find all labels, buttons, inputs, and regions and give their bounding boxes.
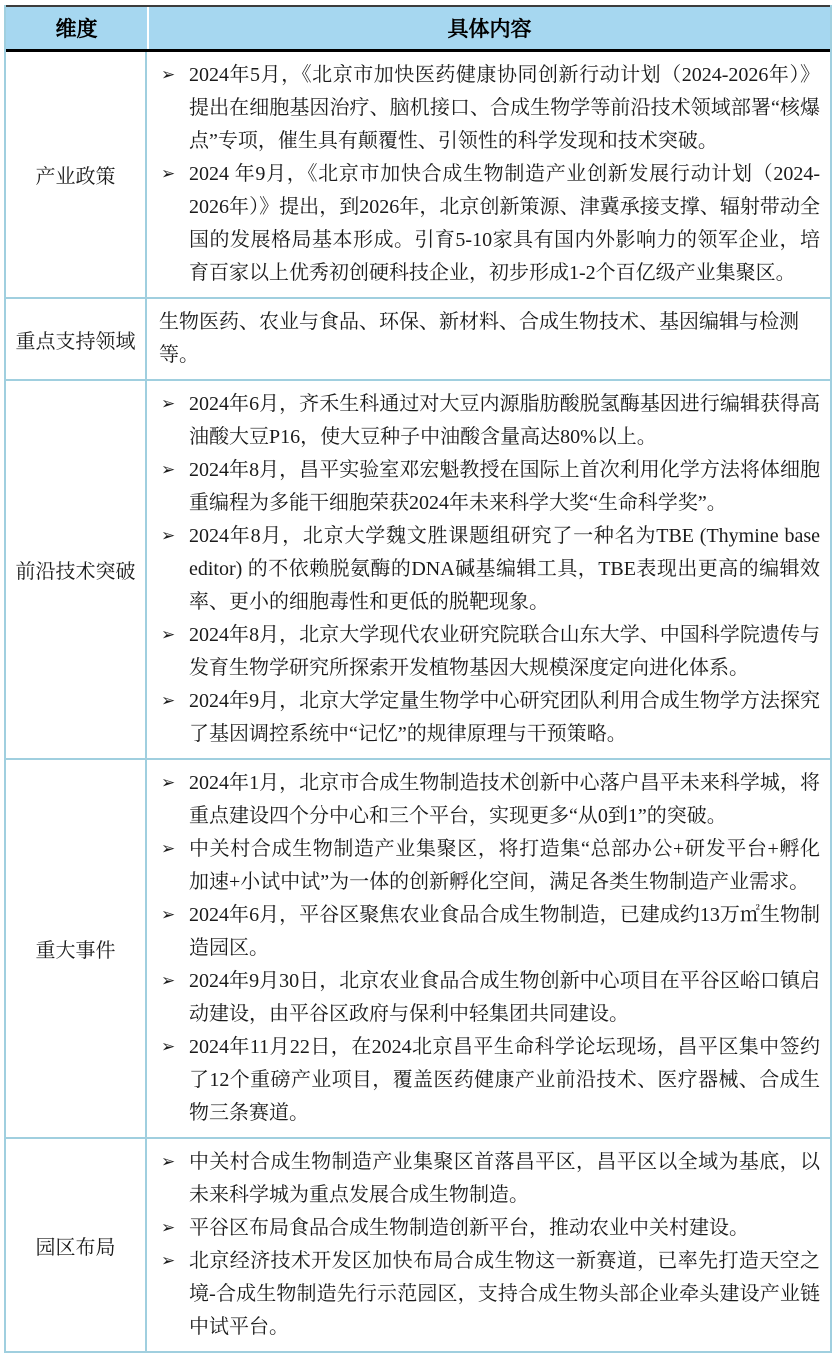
list-item-text: 平谷区布局食品合成生物制造创新平台，推动农业中关村建设。 bbox=[189, 1217, 749, 1239]
arrow-bullet-icon: ➢ bbox=[161, 1218, 176, 1238]
list-item-text: 2024年6月，平谷区聚焦农业食品合成生物制造，已建成约13万㎡生物制造园区。 bbox=[189, 904, 820, 959]
table-header-row bbox=[6, 5, 830, 52]
dimension-cell: 重大事件 bbox=[6, 760, 147, 1137]
arrow-bullet-icon: ➢ bbox=[161, 65, 176, 85]
list-item bbox=[159, 899, 820, 965]
content-cell bbox=[147, 1139, 830, 1351]
arrow-bullet-icon: ➢ bbox=[161, 460, 176, 480]
content-cell bbox=[147, 52, 830, 297]
header-cell-dimension: 维度 bbox=[6, 7, 149, 49]
list-item-text: 2024年1月，北京市合成生物制造技术创新中心落户昌平未来科学城，将重点建设四个分中心和三个平台，实现更多“从0到1”的突破。 bbox=[189, 772, 820, 827]
arrow-bullet-icon: ➢ bbox=[161, 526, 176, 546]
arrow-bullet-icon: ➢ bbox=[161, 773, 176, 793]
dimension-cell: 园区布局 bbox=[6, 1139, 147, 1351]
dimension-cell: 前沿技术突破 bbox=[6, 381, 147, 758]
list-item-text: 北京经济技术开发区加快布局合成生物这一新赛道，已率先打造天空之境-合成生物制造先行示范园区，支持合成生物头部企业牵头建设产业链中试平台。 bbox=[189, 1250, 820, 1338]
arrow-bullet-icon: ➢ bbox=[161, 1152, 176, 1172]
list-item-text: 2024年9月，北京大学定量生物学中心研究团队利用合成生物学方法探究了基因调控系统中“记忆”的规律原理与干预策略。 bbox=[189, 690, 820, 745]
row-text: 生物医药、农业与食品、环保、新材料、合成生物技术、基因编辑与检测等。 bbox=[159, 311, 799, 366]
list-item bbox=[159, 833, 820, 899]
dimension-cell: 重点支持领域 bbox=[6, 299, 147, 379]
list-item bbox=[159, 1031, 820, 1130]
arrow-bullet-icon: ➢ bbox=[161, 971, 176, 991]
content-cell bbox=[147, 760, 830, 1137]
policy-summary-table bbox=[4, 5, 832, 1353]
list-item bbox=[159, 1245, 820, 1344]
header-cell-content: 具体内容 bbox=[447, 18, 532, 41]
arrow-bullet-icon: ➢ bbox=[161, 1037, 176, 1057]
table-row-park-layout bbox=[6, 1139, 830, 1351]
list-item bbox=[159, 388, 820, 454]
table-row-industry-policy bbox=[6, 52, 830, 299]
arrow-bullet-icon: ➢ bbox=[161, 625, 176, 645]
arrow-bullet-icon: ➢ bbox=[161, 691, 176, 711]
dimension-cell: 产业政策 bbox=[6, 52, 147, 297]
list-item bbox=[159, 1212, 820, 1245]
list-item bbox=[159, 685, 820, 751]
arrow-bullet-icon: ➢ bbox=[161, 394, 176, 414]
list-item bbox=[159, 520, 820, 619]
list-item-text: 2024年11月22日，在2024北京昌平生命科学论坛现场，昌平区集中签约了12个重磅产业项目，覆盖医药健康产业前沿技术、医疗器械、合成生物三条赛道。 bbox=[189, 1036, 820, 1124]
list-item-text: 中关村合成生物制造产业集聚区，将打造集“总部办公+研发平台+孵化加速+小试中试”为一体的创新孵化空间，满足各类生物制造产业需求。 bbox=[189, 838, 820, 893]
list-item-text: 2024年8月，北京大学现代农业研究院联合山东大学、中国科学院遗传与发育生物学研究所探索开发植物基因大规模深度定向进化体系。 bbox=[189, 624, 820, 679]
list-item bbox=[159, 767, 820, 833]
list-item-text: 中关村合成生物制造产业集聚区首落昌平区，昌平区以全域为基底，以未来科学城为重点发展合成生物制造。 bbox=[189, 1151, 820, 1206]
arrow-bullet-icon: ➢ bbox=[161, 1251, 176, 1271]
list-item-text: 2024年5月，《北京市加快医药健康协同创新行动计划（2024-2026年）》提出在细胞基因治疗、脑机接口、合成生物学等前沿技术领域部署“核爆点”专项，催生具有颠覆性、引领性的科学发现和技术突破。 bbox=[189, 64, 820, 152]
table-row-major-events bbox=[6, 760, 830, 1139]
list-item-text: 2024年6月，齐禾生科通过对大豆内源脂肪酸脱氢酶基因进行编辑获得高油酸大豆P16，使大豆种子中油酸含量高达80%以上。 bbox=[189, 393, 820, 448]
table-row-key-support-areas bbox=[6, 299, 830, 381]
list-item bbox=[159, 619, 820, 685]
list-item-text: 2024年9月30日，北京农业食品合成生物创新中心项目在平谷区峪口镇启动建设，由平谷区政府与保利中轻集团共同建设。 bbox=[189, 970, 820, 1025]
arrow-bullet-icon: ➢ bbox=[161, 839, 176, 859]
arrow-bullet-icon: ➢ bbox=[161, 164, 176, 184]
list-item bbox=[159, 158, 820, 290]
list-item-text: 2024 年9月，《北京市加快合成生物制造产业创新发展行动计划（2024-2026年）》提出，到2026年，北京创新策源、津冀承接支撑、辐射带动全国的发展格局基本形成。引育5-10家具有国内外影响力的领军企业，培育百家以上优秀初创硬科技企业，初步形成1-2个百亿级产业集聚区。 bbox=[189, 163, 820, 284]
list-item-text: 2024年8月，昌平实验室邓宏魁教授在国际上首次利用化学方法将体细胞重编程为多能干细胞荣获2024年未来科学大奖“生命科学奖”。 bbox=[189, 459, 820, 514]
content-cell bbox=[147, 299, 830, 379]
content-cell bbox=[147, 381, 830, 758]
list-item bbox=[159, 59, 820, 158]
table-row-frontier-tech-breakthroughs bbox=[6, 381, 830, 760]
list-item bbox=[159, 1146, 820, 1212]
list-item bbox=[159, 454, 820, 520]
list-item bbox=[159, 965, 820, 1031]
arrow-bullet-icon: ➢ bbox=[161, 905, 176, 925]
list-item-text: 2024年8月，北京大学魏文胜课题组研究了一种名为TBE (Thymine base editor) 的不依赖脱氨酶的DNA碱基编辑工具，TBE表现出更高的编辑效率、更小的细胞毒性和更低的脱靶现象。 bbox=[189, 525, 820, 613]
